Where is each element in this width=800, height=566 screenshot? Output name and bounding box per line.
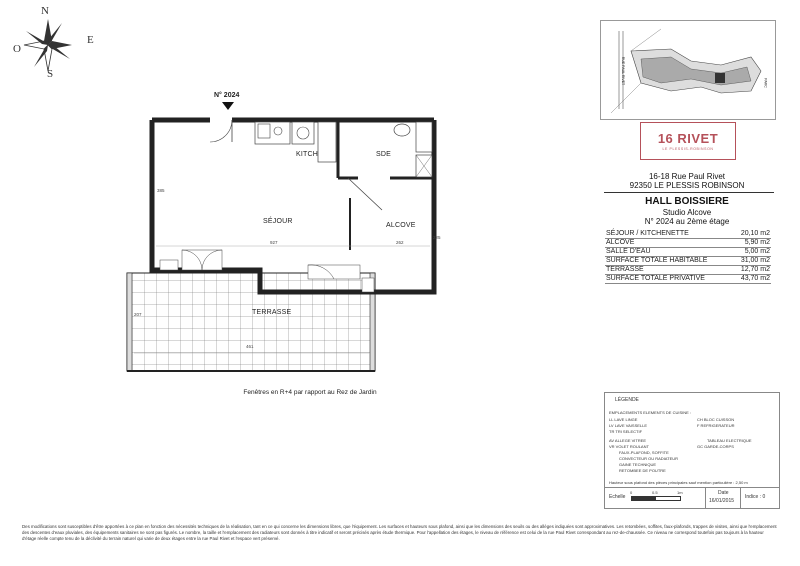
legend-item: LV LAVE VAISSELLE: [609, 423, 648, 428]
legend-item: F REFRIGERATEUR: [697, 423, 735, 428]
hall-name: HALL BOISSIERE: [645, 196, 729, 207]
dim-385: 385: [157, 188, 165, 193]
surface-label: ALCOVE: [605, 239, 733, 248]
scale-tick: 0.5: [652, 490, 658, 495]
unit-floor: N° 2024 au 2ème étage: [644, 217, 730, 226]
date-cell: [705, 488, 741, 508]
compass-west: O: [13, 43, 21, 55]
room-label-sejour: SÉJOUR: [263, 218, 293, 225]
surface-label: SURFACE TOTALE PRIVATIVE: [605, 275, 733, 284]
scale-label: Echelle: [609, 494, 626, 500]
site-plan-drawing: [601, 21, 775, 119]
date-value: 16/01/2015: [709, 498, 735, 504]
compass-north: N: [41, 5, 49, 17]
dim-927: 927: [270, 240, 278, 245]
legend: [604, 392, 780, 509]
room-label-terrasse: TERRASSE: [252, 309, 292, 316]
floor-plan: [120, 100, 460, 385]
surface-value: 20,10 m2: [733, 230, 771, 239]
site-label-park: PARC: [763, 78, 768, 88]
legend-item: GC GARDE-CORPS: [697, 444, 734, 449]
legend-item: CONVECTEUR OU RADIATEUR: [619, 456, 679, 461]
logo: [640, 122, 736, 160]
address-line-1: 16-18 Rue Paul Rivet: [648, 172, 726, 181]
entry-arrow-icon: [222, 102, 234, 110]
unit-tag: N° 2024: [214, 92, 240, 99]
table-row: [605, 266, 771, 275]
surface-label: SÉJOUR / KITCHENETTE: [605, 230, 733, 239]
room-label-alcove: ALCOVE: [386, 222, 416, 229]
legend-item: VR VOLET ROULANT: [609, 444, 649, 449]
address-line-2: 92350 LE PLESSIS ROBINSON: [629, 181, 745, 190]
scale-tick: 1m: [677, 490, 683, 495]
legend-item: FAUX-PLAFOND, SOFFITE: [619, 450, 669, 455]
unit-type: Studio Alcove: [662, 208, 712, 217]
surface-value: 31,00 m2: [733, 257, 771, 266]
legend-footer: [605, 487, 779, 508]
disclaimer: Des modifications sont susceptibles d'être apportées à ce plan en fonction des nécessités techniques de la réalisation, tant en ce qui concerne les dimensions libres, que l'équipement. Les surfaces et hauteurs sous plafond, ainsi que les dimensions des seuils ou des allèges indiquées sont approximatives. Les retombées, soffites, faux-plafonds, trappes de visites, ainsi que l'emplacement des descentes d'eaux pluviales, des équipements sanitaires ne sont pas figurés. Le nombre, la taille et l'emplacement des radiateurs sont donnés à titre indicatif et seront précisés après étude thermique. Pour l'appellation des étages, le niveau de référence est celui de la rue Paul Rivet correspondant au rez-de-chaussée. Ce niveau ne correspond toutefois pas toujours à la hauteur d'étage réelle compte tenu de la déclivité du terrain naturel qui varie de deux étages entre la rue Paul Rivet et l'espace vert préservé.: [22, 524, 777, 541]
logo-name: 16 RIVET: [657, 131, 719, 146]
scale-bar: [631, 496, 681, 501]
compass-east: E: [87, 34, 94, 46]
date-label: Date: [718, 490, 729, 496]
legend-item: TABLEAU ELECTRIQUE: [707, 438, 752, 443]
logo-tagline: LE PLESSIS-ROBINSON: [662, 147, 714, 151]
surface-table: [605, 230, 771, 284]
floor-plan-drawing: [120, 100, 460, 385]
surface-value: 43,70 m2: [733, 275, 771, 284]
surface-value: 5,00 m2: [733, 248, 771, 257]
height-note: Hauteur sous plafond des pièces principales sauf mention particulière : 2,50 m: [609, 480, 748, 485]
dim-262: 262: [396, 240, 404, 245]
legend-item: AV ALLEGE VITREE: [609, 438, 647, 443]
surface-label: SALLE D'EAU: [605, 248, 733, 257]
table-row: [605, 239, 771, 248]
room-label-kitch: KITCH: [296, 151, 318, 158]
compass-south: S: [47, 68, 54, 80]
compass: [10, 5, 100, 85]
dim-461: 461: [246, 344, 254, 349]
legend-item: RETOMBEE DE POUTRE: [619, 468, 666, 473]
table-row: [605, 257, 771, 266]
legend-title: LÉGENDE: [615, 397, 639, 403]
scale-tick: 0: [630, 490, 633, 495]
site-plan: [600, 20, 776, 120]
legend-item: TR TRI SELECTIF: [609, 429, 643, 434]
surface-value: 5,90 m2: [733, 239, 771, 248]
surface-value: 12,70 m2: [733, 266, 771, 275]
legend-item: CH BLOC CUISSON: [697, 417, 735, 422]
index-value: Indice : 0: [745, 494, 766, 500]
table-row: [605, 248, 771, 257]
surface-label: TERRASSE: [605, 266, 733, 275]
plan-caption: Fenêtres en R+4 par rapport au Rez de Jardin: [243, 389, 377, 396]
dim-225: 225: [433, 235, 441, 240]
room-label-sde: SDE: [376, 151, 391, 158]
divider: [604, 192, 774, 193]
legend-heading: EMPLACEMENTS ELEMENTS DE CUISINE :: [609, 410, 692, 415]
legend-item: LL LAVE LINGE: [609, 417, 638, 422]
dim-207: 207: [134, 312, 142, 317]
table-row: [605, 275, 771, 284]
table-row: [605, 230, 771, 239]
site-label-street: RUE PAUL RIVET: [621, 56, 626, 86]
surface-label: SURFACE TOTALE HABITABLE: [605, 257, 733, 266]
legend-item: GAINE TECHNIQUE: [619, 462, 657, 467]
